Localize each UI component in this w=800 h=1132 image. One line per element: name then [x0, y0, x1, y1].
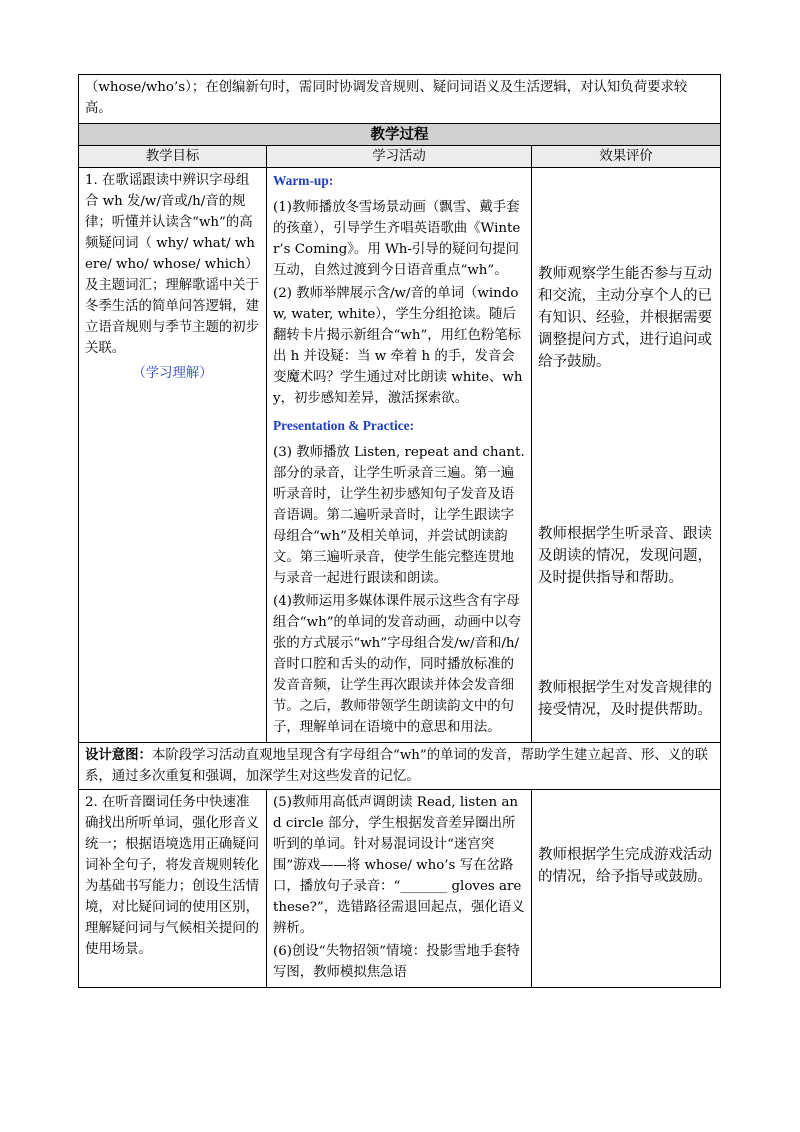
design-intent-row	[79, 743, 721, 790]
activity-2: (2) 教师举牌展示含/w/音的单词（window, water, white），学生分组抢读。随后翻转卡片揭示新组合“wh”，用红色粉笔标出 h 并设疑：当 w 牵着 h 的手，发音会变魔术吗？学生通过对比朗读 white、why，初步感知差异，激活探索欲。	[273, 286, 523, 406]
section-header-row	[79, 124, 721, 146]
activity-5: (5)教师用高低声调朗读 Read, listen and circle 部分，学生根据发音差异圈出所听到的单词。针对易混词设计“迷宫突围”游戏——将 whose/ who’s 写在岔路口，播放句子录音：“_______ gloves are these?”，选错路径需退回起点，强化语义辨析。	[273, 795, 525, 936]
goal-tag: （学习理解）	[132, 366, 213, 381]
activity-3: (3) 教师播放 Listen, repeat and chant.部分的录音，让学生听录音三遍。第一遍听录音时，让学生初步感知句子发音及语音语调。第二遍听录音时，让学生跟读字母组合“wh”及相关单词，并尝试朗读韵文。第三遍听录音，使学生能完整连贯地与录音一起进行跟读和朗读。	[273, 445, 525, 586]
design-intent-label: 设计意图：	[85, 748, 152, 763]
intro-row	[79, 75, 721, 124]
section-title: 教学过程	[79, 124, 721, 146]
evaluation-2: 教师根据学生听录音、跟读及朗读的情况，发现问题，及时提供指导和帮助。	[538, 526, 712, 586]
evaluation-cell	[532, 790, 721, 988]
presentation-title: Presentation & Practice:	[273, 418, 415, 433]
column-header-evaluation: 效果评价	[532, 146, 721, 168]
goal-text: 2. 在听音圈词任务中快速准确找出所听单词，强化形音义统一；根据语境选用正确疑问词补全句子，将发音规则转化为基础书写能力；创设生活情境，对比疑问词的使用区别，理解疑问词与气候相关提问的使用场景。	[85, 795, 260, 957]
intro-text: （whose/who’s）；在创编新句时，需同时协调发音规则、疑问词语义及生活逻辑，对认知负荷要求较高。	[79, 75, 721, 124]
evaluation-cell	[532, 168, 721, 743]
activity-1: (1)教师播放冬雪场景动画（飘雪、戴手套的孩童），引导学生齐唱英语歌曲《Winter’s Coming》。用 Wh-引导的疑问句提问互动，自然过渡到今日语音重点“wh”。	[273, 200, 521, 278]
evaluation-1: 教师观察学生能否参与互动和交流，主动分享个人的已有知识、经验，并根据需要调整提问方式，进行追问或给予鼓励。	[538, 266, 712, 370]
activity-cell	[267, 790, 532, 988]
goal-text: 1. 在歌谣跟读中辨识字母组合 wh 发/w/音或/h/音的规律；听懂并认读含“wh”的高频疑问词（ why/ what/ where/ who/ whose/ which）及主题词汇；理解歌谣中关于冬季生活的简单问答逻辑，建立语音规则与季节主题的初步关联。	[85, 173, 260, 356]
column-header-activity: 学习活动	[267, 146, 532, 168]
activity-4: (4)教师运用多媒体课件展示这些含有字母组合“wh”的单词的发音动画，动画中以夸张的方式展示“wh”字母组合发/w/音和/h/音时口腔和舌头的动作，同时播放标准的发音音频，让学生再次跟读并体会发音细节。之后，教师带领学生朗读韵文中的句子，理解单词在语境中的意思和用法。	[273, 594, 522, 735]
evaluation-3: 教师根据学生对发音规律的接受情况，及时提供帮助。	[538, 680, 712, 718]
design-intent-text: 本阶段学习活动直观地呈现含有字母组合“wh”的单词的发音，帮助学生建立起音、形、义的联系，通过多次重复和强调，加深学生对这些发音的记忆。	[85, 748, 708, 784]
column-header-row	[79, 146, 721, 168]
table-row	[79, 790, 721, 988]
activity-6: (6)创设“失物招领”情境：投影雪地手套特写图，教师模拟焦急语	[273, 944, 520, 980]
goal-cell	[79, 790, 267, 988]
evaluation-4: 教师根据学生完成游戏活动的情况，给予指导或鼓励。	[538, 847, 712, 885]
goal-cell	[79, 168, 267, 743]
activity-cell	[267, 168, 532, 743]
column-header-goal: 教学目标	[79, 146, 267, 168]
table-row	[79, 168, 721, 743]
warmup-title: Warm-up:	[273, 173, 334, 188]
lesson-table	[78, 74, 721, 988]
design-intent-cell	[79, 743, 721, 790]
